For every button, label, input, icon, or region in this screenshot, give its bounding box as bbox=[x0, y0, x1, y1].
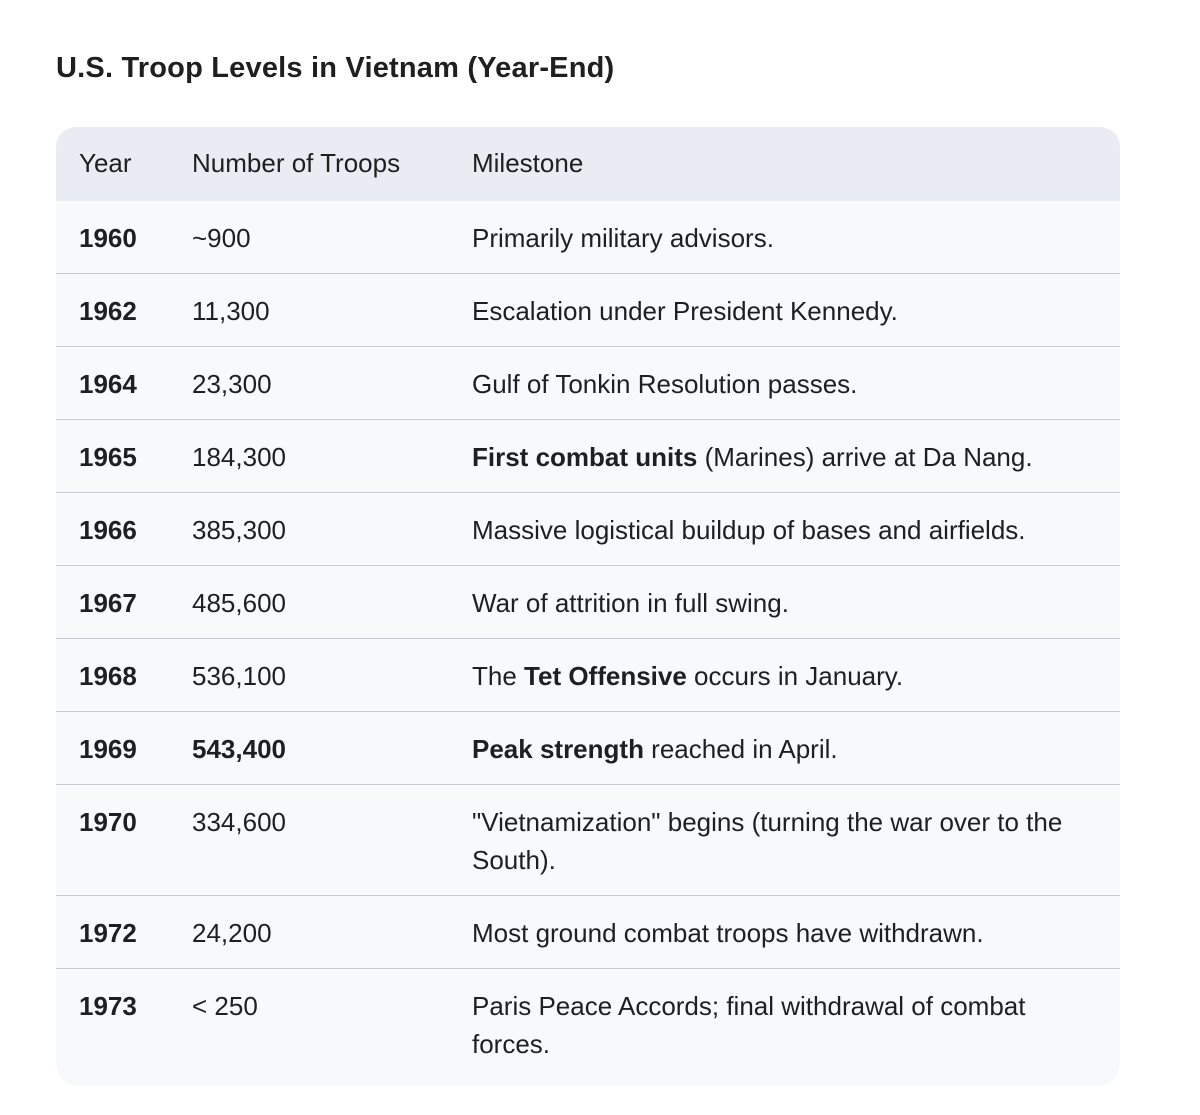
page-title: U.S. Troop Levels in Vietnam (Year-End) bbox=[56, 52, 615, 84]
table-row bbox=[56, 712, 1120, 785]
year-cell: 1967 bbox=[79, 588, 137, 618]
table-row bbox=[56, 420, 1120, 493]
table-row bbox=[56, 566, 1120, 639]
milestone-text: Escalation under President Kennedy. bbox=[472, 296, 898, 326]
milestone-text: Primarily military advisors. bbox=[472, 223, 774, 253]
milestone-text: Massive logistical buildup of bases and airfields. bbox=[472, 515, 1026, 545]
table-row bbox=[56, 896, 1120, 969]
year-cell: 1968 bbox=[79, 661, 137, 691]
milestone-cell bbox=[472, 896, 1120, 969]
table-row bbox=[56, 493, 1120, 566]
table-row bbox=[56, 347, 1120, 420]
milestone-text: Gulf of Tonkin Resolution passes. bbox=[472, 369, 858, 399]
milestone-cell bbox=[472, 347, 1120, 420]
milestone-text: Most ground combat troops have withdrawn. bbox=[472, 918, 984, 948]
milestone-text: War of attrition in full swing. bbox=[472, 588, 789, 618]
year-cell: 1973 bbox=[79, 991, 137, 1021]
troops-cell: 543,400 bbox=[192, 734, 286, 764]
troops-cell: < 250 bbox=[192, 991, 258, 1021]
milestone-emphasis: Tet Offensive bbox=[524, 661, 687, 691]
table-header bbox=[56, 127, 1120, 201]
milestone-emphasis: Peak strength bbox=[472, 734, 644, 764]
milestone-cell bbox=[472, 566, 1120, 639]
year-cell: 1970 bbox=[79, 807, 137, 837]
table-row bbox=[56, 785, 1120, 896]
table-row bbox=[56, 201, 1120, 274]
troops-cell: ~900 bbox=[192, 223, 251, 253]
troop-levels-table bbox=[56, 127, 1120, 1085]
milestone-cell bbox=[472, 420, 1120, 493]
milestone-text: occurs in January. bbox=[686, 661, 904, 691]
milestone-cell bbox=[472, 712, 1120, 785]
milestone-cell bbox=[472, 201, 1120, 274]
troops-cell: 385,300 bbox=[192, 515, 286, 545]
milestone-emphasis: First combat units bbox=[472, 442, 698, 472]
milestone-cell bbox=[472, 639, 1120, 712]
troops-cell: 184,300 bbox=[192, 442, 286, 472]
table-body bbox=[56, 201, 1120, 1079]
year-cell: 1960 bbox=[79, 223, 137, 253]
milestone-cell bbox=[472, 493, 1120, 566]
header-year: Year bbox=[79, 147, 132, 178]
milestone-text: "Vietnamization" begins (turning the war over to the South). bbox=[472, 807, 1063, 875]
year-cell: 1964 bbox=[79, 369, 137, 399]
troops-cell: 334,600 bbox=[192, 807, 286, 837]
milestone-text: The bbox=[472, 661, 525, 691]
troops-cell: 485,600 bbox=[192, 588, 286, 618]
year-cell: 1965 bbox=[79, 442, 137, 472]
milestone-text: Paris Peace Accords; final withdrawal of combat forces. bbox=[472, 991, 1026, 1059]
year-cell: 1962 bbox=[79, 296, 137, 326]
header-milestone: Milestone bbox=[472, 147, 584, 178]
year-cell: 1966 bbox=[79, 515, 137, 545]
header-number-of-troops: Number of Troops bbox=[192, 147, 401, 178]
year-cell: 1972 bbox=[79, 918, 137, 948]
milestone-text: reached in April. bbox=[643, 734, 838, 764]
milestone-cell bbox=[472, 274, 1120, 347]
milestone-cell bbox=[472, 969, 1120, 1080]
year-cell: 1969 bbox=[79, 734, 137, 764]
milestone-text: (Marines) arrive at Da Nang. bbox=[697, 442, 1033, 472]
milestone-cell bbox=[472, 785, 1120, 896]
troops-cell: 536,100 bbox=[192, 661, 286, 691]
table-row bbox=[56, 274, 1120, 347]
table-row bbox=[56, 639, 1120, 712]
table-row bbox=[56, 969, 1120, 1080]
troops-cell: 23,300 bbox=[192, 369, 272, 399]
troops-cell: 24,200 bbox=[192, 918, 272, 948]
troops-cell: 11,300 bbox=[192, 296, 270, 326]
